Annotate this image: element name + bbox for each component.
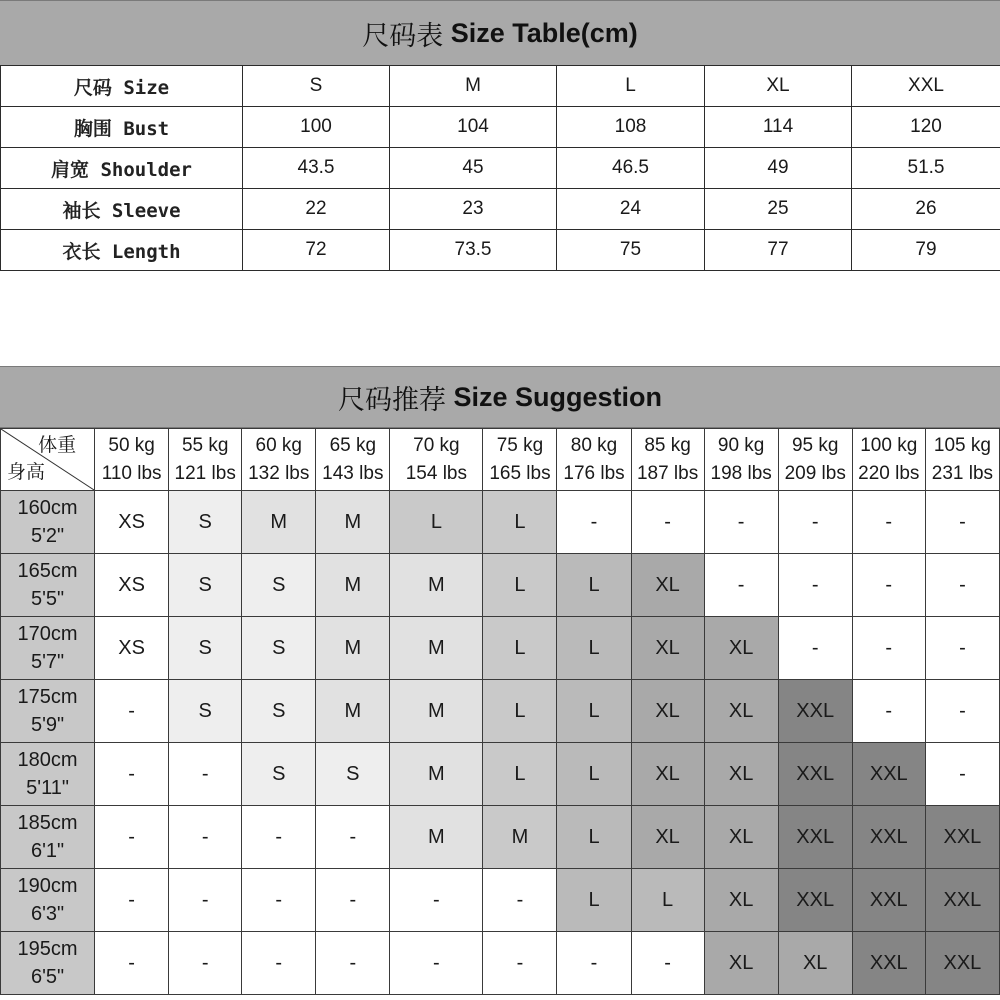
size-table-cell: S <box>243 66 390 107</box>
weight-lbs: 132 lbs <box>248 462 310 484</box>
size-suggestion-cell: XL <box>778 932 852 995</box>
suggestion-row <box>1 554 1000 617</box>
size-suggestion-cell: XXL <box>778 869 852 932</box>
weight-kg: 85 kg <box>644 434 691 456</box>
height-cm: 195cm <box>17 938 78 960</box>
size-table-row <box>1 230 1000 271</box>
size-table-row <box>1 66 1000 107</box>
size-suggestion-cell: XL <box>631 554 704 617</box>
size-table-cell: 120 <box>852 107 1000 148</box>
size-suggestion-cell: XXL <box>925 869 999 932</box>
size-suggestion-cell: - <box>925 491 999 554</box>
height-header-cell <box>1 554 95 617</box>
weight-kg: 80 kg <box>570 434 618 456</box>
size-suggestion-cell: - <box>925 680 999 743</box>
size-suggestion-cell: - <box>778 491 852 554</box>
size-suggestion-cell: - <box>316 869 390 932</box>
height-header-cell <box>1 932 95 995</box>
size-table-cell: 79 <box>852 230 1000 271</box>
size-suggestion-cell: L <box>483 680 557 743</box>
weight-header-cell <box>95 429 169 491</box>
weight-header-cell <box>242 429 316 491</box>
height-header-cell <box>1 869 95 932</box>
weight-lbs: 110 lbs <box>101 462 162 484</box>
size-suggestion-cell: L <box>557 554 631 617</box>
weight-lbs: 198 lbs <box>710 462 772 484</box>
size-suggestion-cell: L <box>557 680 631 743</box>
weight-kg: 100 kg <box>860 434 918 456</box>
size-suggestion-cell: XXL <box>925 932 999 995</box>
size-suggestion-cell: XS <box>95 617 169 680</box>
size-table-row-label: 衣长 Length <box>1 230 243 271</box>
weight-header-cell <box>778 429 852 491</box>
size-suggestion-cell: M <box>390 680 483 743</box>
corner-weight-label: 体重 <box>38 435 77 456</box>
size-suggestion-cell: L <box>557 806 631 869</box>
size-table-cell: 77 <box>705 230 852 271</box>
size-table-cell: 108 <box>557 107 705 148</box>
size-suggestion-cell: - <box>242 806 316 869</box>
size-suggestion-cell: M <box>390 743 483 806</box>
suggestion-row <box>1 932 1000 995</box>
height-cm: 175cm <box>17 686 78 708</box>
corner-height-label: 身高 <box>7 462 46 483</box>
size-suggestion-cell: - <box>483 869 557 932</box>
height-ft: 5'7" <box>30 651 65 673</box>
size-suggestion-cell: - <box>557 932 631 995</box>
weight-lbs: 165 lbs <box>489 462 551 484</box>
size-suggestion-cell: - <box>852 617 925 680</box>
height-header-cell <box>1 806 95 869</box>
weight-header-cell <box>925 429 999 491</box>
weight-header-cell <box>852 429 925 491</box>
size-suggestion-cell: S <box>242 680 316 743</box>
size-table-cell: XXL <box>852 66 1000 107</box>
size-suggestion-cell: - <box>704 554 778 617</box>
weight-header-cell <box>557 429 631 491</box>
size-table-cell: 45 <box>390 148 557 189</box>
size-suggestion-cell: - <box>704 491 778 554</box>
size-suggestion-cell: - <box>390 932 483 995</box>
weight-lbs: 187 lbs <box>636 462 699 484</box>
size-table-row <box>1 189 1000 230</box>
size-suggestion-title-cn: 尺码推荐 <box>337 384 446 415</box>
size-suggestion-cell: M <box>390 806 483 869</box>
size-suggestion-cell: XXL <box>852 743 925 806</box>
size-suggestion-cell: M <box>390 554 483 617</box>
size-suggestion-cell: XXL <box>778 743 852 806</box>
height-ft: 6'5" <box>30 966 65 988</box>
suggestion-row <box>1 806 1000 869</box>
size-suggestion-cell: - <box>242 932 316 995</box>
suggestion-row <box>1 491 1000 554</box>
weight-kg: 105 kg <box>933 434 991 456</box>
size-table-row <box>1 148 1000 189</box>
size-suggestion-cell: XL <box>704 680 778 743</box>
weight-kg: 50 kg <box>108 434 155 456</box>
size-table-row-label: 肩宽 Shoulder <box>1 148 243 189</box>
size-table-cell: 72 <box>243 230 390 271</box>
height-cm: 185cm <box>17 812 78 834</box>
size-suggestion-cell: M <box>316 680 390 743</box>
size-suggestion-cell: - <box>631 491 704 554</box>
size-suggestion-cell: S <box>242 554 316 617</box>
size-suggestion-cell: - <box>316 932 390 995</box>
size-table <box>0 65 1000 271</box>
size-suggestion-cell: - <box>95 806 169 869</box>
size-suggestion-cell: M <box>316 554 390 617</box>
size-suggestion-cell: XXL <box>852 869 925 932</box>
size-table-row <box>1 107 1000 148</box>
weight-kg: 60 kg <box>255 434 302 456</box>
size-suggestion-cell: - <box>852 554 925 617</box>
weight-header-cell <box>704 429 778 491</box>
height-ft: 5'5" <box>30 588 65 610</box>
size-table-cell: 104 <box>390 107 557 148</box>
size-suggestion-cell: M <box>390 617 483 680</box>
size-table-cell: M <box>390 66 557 107</box>
size-suggestion-cell: - <box>778 554 852 617</box>
size-suggestion-cell: XXL <box>852 932 925 995</box>
weight-lbs: 154 lbs <box>405 462 468 484</box>
size-table-cell: 26 <box>852 189 1000 230</box>
size-suggestion-cell: L <box>557 617 631 680</box>
size-suggestion-cell: - <box>169 932 242 995</box>
size-suggestion-cell: M <box>483 806 557 869</box>
size-suggestion-cell: - <box>852 680 925 743</box>
size-suggestion-cell: - <box>169 806 242 869</box>
size-table-row-label: 袖长 Sleeve <box>1 189 243 230</box>
size-suggestion-cell: XL <box>631 743 704 806</box>
weight-kg: 65 kg <box>329 434 377 456</box>
size-table-cell: 114 <box>705 107 852 148</box>
height-cm: 160cm <box>17 497 78 519</box>
height-cm: 170cm <box>17 623 78 645</box>
height-cm: 165cm <box>17 560 78 582</box>
corner-header-cell <box>1 429 95 491</box>
size-suggestion-cell: L <box>483 554 557 617</box>
weight-lbs: 176 lbs <box>563 462 625 484</box>
size-suggestion-cell: - <box>169 743 242 806</box>
size-table-cell: 22 <box>243 189 390 230</box>
size-suggestion-cell: - <box>852 491 925 554</box>
size-table-cell: 75 <box>557 230 705 271</box>
height-header-cell <box>1 617 95 680</box>
weight-header-cell <box>169 429 242 491</box>
height-ft: 5'2" <box>30 525 65 547</box>
size-suggestion-cell: XL <box>631 680 704 743</box>
weight-header-cell <box>483 429 557 491</box>
size-table-cell: 23 <box>390 189 557 230</box>
size-suggestion-cell: XL <box>631 806 704 869</box>
height-cm: 180cm <box>17 749 78 771</box>
height-ft: 5'11" <box>26 777 69 799</box>
weight-kg: 75 kg <box>496 434 544 456</box>
height-header-cell <box>1 680 95 743</box>
weight-header-cell <box>316 429 390 491</box>
size-suggestion-cell: L <box>483 743 557 806</box>
size-suggestion-cell: XS <box>95 491 169 554</box>
size-suggestion-cell: - <box>242 869 316 932</box>
size-table-title <box>0 0 1000 66</box>
size-suggestion-cell: XXL <box>852 806 925 869</box>
size-suggestion-cell: - <box>95 743 169 806</box>
size-suggestion-cell: XL <box>704 743 778 806</box>
size-suggestion-cell: L <box>557 869 631 932</box>
size-suggestion-cell: L <box>631 869 704 932</box>
size-suggestion-cell: - <box>390 869 483 932</box>
size-table-cell: 100 <box>243 107 390 148</box>
size-table-cell: 46.5 <box>557 148 705 189</box>
size-table-cell: 51.5 <box>852 148 1000 189</box>
size-table-title-cn: 尺码表 <box>362 20 444 51</box>
size-suggestion-cell: XL <box>704 806 778 869</box>
weight-lbs: 209 lbs <box>784 462 846 484</box>
size-table-cell: XL <box>705 66 852 107</box>
size-suggestion-cell: - <box>169 869 242 932</box>
size-suggestion-cell: - <box>483 932 557 995</box>
size-table-cell: 49 <box>705 148 852 189</box>
weight-header-cell <box>631 429 704 491</box>
size-suggestion-cell: L <box>483 491 557 554</box>
size-suggestion-cell: XL <box>704 932 778 995</box>
size-table-row-label: 胸围 Bust <box>1 107 243 148</box>
size-suggestion-cell: XXL <box>778 680 852 743</box>
size-suggestion-cell: - <box>925 554 999 617</box>
weight-lbs: 121 lbs <box>174 462 236 484</box>
size-suggestion-cell: S <box>169 680 242 743</box>
size-suggestion-title <box>0 366 1000 428</box>
size-suggestion-cell: L <box>390 491 483 554</box>
size-suggestion-cell: L <box>557 743 631 806</box>
size-suggestion-table <box>0 428 1000 995</box>
size-suggestion-cell: - <box>925 617 999 680</box>
size-suggestion-cell: M <box>316 491 390 554</box>
height-header-cell <box>1 491 95 554</box>
height-ft: 6'3" <box>30 903 65 925</box>
size-suggestion-cell: - <box>557 491 631 554</box>
size-suggestion-cell: - <box>316 806 390 869</box>
size-suggestion-cell: XL <box>631 617 704 680</box>
size-suggestion-cell: - <box>95 680 169 743</box>
height-ft: 5'9" <box>30 714 65 736</box>
size-suggestion-cell: XXL <box>925 806 999 869</box>
weight-kg: 55 kg <box>181 434 229 456</box>
size-suggestion-cell: XL <box>704 617 778 680</box>
size-table-row-label: 尺码 Size <box>1 66 243 107</box>
size-suggestion-cell: - <box>631 932 704 995</box>
spacer <box>0 271 1000 366</box>
size-suggestion-cell: L <box>483 617 557 680</box>
suggestion-row <box>1 617 1000 680</box>
weight-lbs: 231 lbs <box>931 462 994 484</box>
size-table-cell: L <box>557 66 705 107</box>
suggestion-row <box>1 743 1000 806</box>
size-suggestion-cell: - <box>95 869 169 932</box>
size-table-title-en: Size Table(cm) <box>450 17 638 48</box>
size-suggestion-cell: - <box>95 932 169 995</box>
suggestion-row <box>1 869 1000 932</box>
size-suggestion-cell: M <box>242 491 316 554</box>
size-suggestion-cell: S <box>242 743 316 806</box>
size-table-cell: 25 <box>705 189 852 230</box>
suggestion-row <box>1 680 1000 743</box>
height-cm: 190cm <box>17 875 78 897</box>
weight-header-cell <box>390 429 483 491</box>
size-suggestion-cell: S <box>169 617 242 680</box>
weight-lbs: 143 lbs <box>322 462 384 484</box>
size-suggestion-cell: - <box>778 617 852 680</box>
size-suggestion-cell: S <box>242 617 316 680</box>
height-ft: 6'1" <box>30 840 65 862</box>
size-suggestion-cell: S <box>169 491 242 554</box>
size-table-cell: 24 <box>557 189 705 230</box>
size-suggestion-cell: XS <box>95 554 169 617</box>
weight-kg: 95 kg <box>791 434 839 456</box>
height-header-cell <box>1 743 95 806</box>
size-suggestion-cell: XXL <box>778 806 852 869</box>
size-table-cell: 73.5 <box>390 230 557 271</box>
weight-kg: 90 kg <box>717 434 765 456</box>
size-suggestion-cell: S <box>316 743 390 806</box>
size-suggestion-cell: - <box>925 743 999 806</box>
size-suggestion-cell: XL <box>704 869 778 932</box>
weight-kg: 70 kg <box>413 434 460 456</box>
weight-lbs: 220 lbs <box>858 462 920 484</box>
size-suggestion-cell: M <box>316 617 390 680</box>
size-suggestion-title-en: Size Suggestion <box>453 381 663 412</box>
size-table-cell: 43.5 <box>243 148 390 189</box>
size-suggestion-cell: S <box>169 554 242 617</box>
